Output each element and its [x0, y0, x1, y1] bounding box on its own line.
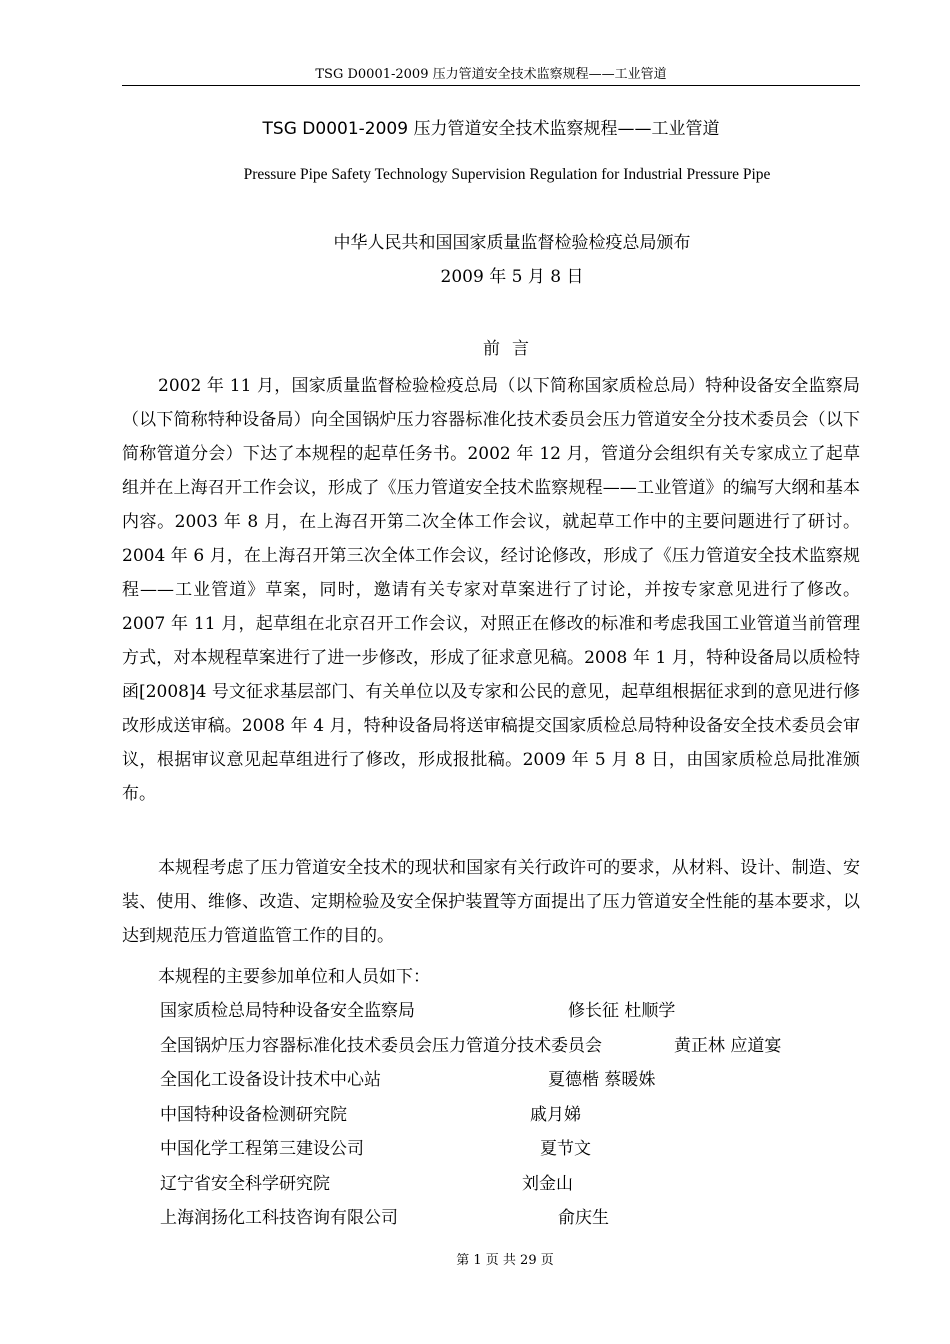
- preface-heading: 前言: [483, 339, 541, 359]
- preface-paragraph-2: 本规程考虑了压力管道安全技术的现状和国家有关行政许可的要求，从材料、设计、制造、安装、使用、维修、改造、定期检验及安全保护装置等方面提出了压力管道安全性能的基本要求，以达到规范压力管道监管工作的目的。: [122, 858, 860, 946]
- preface-paragraph-3: 本规程的主要参加单位和人员如下：: [158, 967, 430, 987]
- participant-row: [160, 1203, 860, 1238]
- participant-names: 俞庆生: [558, 1208, 609, 1228]
- participant-names: 夏节文: [540, 1139, 591, 1159]
- participant-unit: 全国化工设备设计技术中心站: [160, 1070, 381, 1090]
- participant-unit: 辽宁省安全科学研究院: [160, 1173, 330, 1194]
- participant-names: 戚月娣: [530, 1104, 581, 1125]
- participant-unit: 上海润扬化工科技咨询有限公司: [160, 1208, 398, 1228]
- participant-unit: 中国化学工程第三建设公司: [160, 1139, 364, 1159]
- page-number-footer: 第 1 页 共 29 页: [456, 1253, 554, 1268]
- participant-names: 刘金山: [522, 1173, 573, 1194]
- participant-row: [160, 1134, 860, 1169]
- participant-names: 黄正林 应道宴: [674, 1035, 782, 1056]
- participant-unit: 全国锅炉压力容器标准化技术委员会压力管道分技术委员会: [160, 1035, 602, 1056]
- participant-list: [160, 996, 860, 1238]
- preface-paragraph-1: 2002 年 11 月，国家质量监督检验检疫总局（以下简称国家质检总局）特种设备安全监察局（以下简称特种设备局）向全国锅炉压力容器标准化技术委员会压力管道安全分技术委员会（以下简称管道分会）下达了本规程的起草任务书。2002 年 12 月，管道分会组织有关专家成立了起草组并在上海召开工作会议，形成了《压力管道安全技术监察规程——工业管道》的编写大纲和基本内容。2003 年 8 月，在上海召开第二次全体工作会议，就起草工作中的主要问题进行了研讨。2004 年 6 月，在上海召开第三次全体工作会议，经讨论修改，形成了《压力管道安全技术监察规程——工业管道》草案，同时，邀请有关专家对草案进行了讨论，并按专家意见进行了修改。2007 年 11 月，起草组在北京召开工作会议，对照正在修改的标准和考虑我国工业管道当前管理方式，对本规程草案进行了进一步修改，形成了征求意见稿。2008 年 1 月，特种设备局以质检特函[2008]4 号文征求基层部门、有关单位以及专家和公民的意见，起草组根据征求到的意见进行修改形成送审稿。2008 年 4 月，特种设备局将送审稿提交国家质检总局特种设备安全技术委员会审议，根据审议意见起草组进行了修改，形成报批稿。2009 年 5 月 8 日，由国家质检总局批准颁布。: [122, 376, 860, 804]
- issue-date: 2009 年 5 月 8 日: [440, 267, 584, 287]
- participant-names: 修长征 杜顺学: [568, 1001, 676, 1021]
- participant-row: [160, 996, 860, 1031]
- header-divider: [122, 85, 860, 86]
- participant-unit: 中国特种设备检测研究院: [160, 1104, 347, 1125]
- running-header: TSG D0001-2009 压力管道安全技术监察规程——工业管道: [315, 67, 667, 82]
- participant-row: [160, 1100, 860, 1135]
- participant-row: [160, 1065, 860, 1100]
- document-title: TSG D0001-2009 压力管道安全技术监察规程——工业管道: [262, 119, 720, 139]
- participant-unit: 国家质检总局特种设备安全监察局: [160, 1001, 415, 1021]
- issuing-authority: 中华人民共和国国家质量监督检验检疫总局颁布: [333, 233, 691, 253]
- participant-names: 夏德楷 蔡暖姝: [548, 1070, 656, 1090]
- participant-row: [160, 1169, 860, 1204]
- document-subtitle-english: Pressure Pipe Safety Technology Supervision Regulation for Industrial Pressure Pipe: [243, 166, 771, 183]
- participant-row: [160, 1031, 860, 1066]
